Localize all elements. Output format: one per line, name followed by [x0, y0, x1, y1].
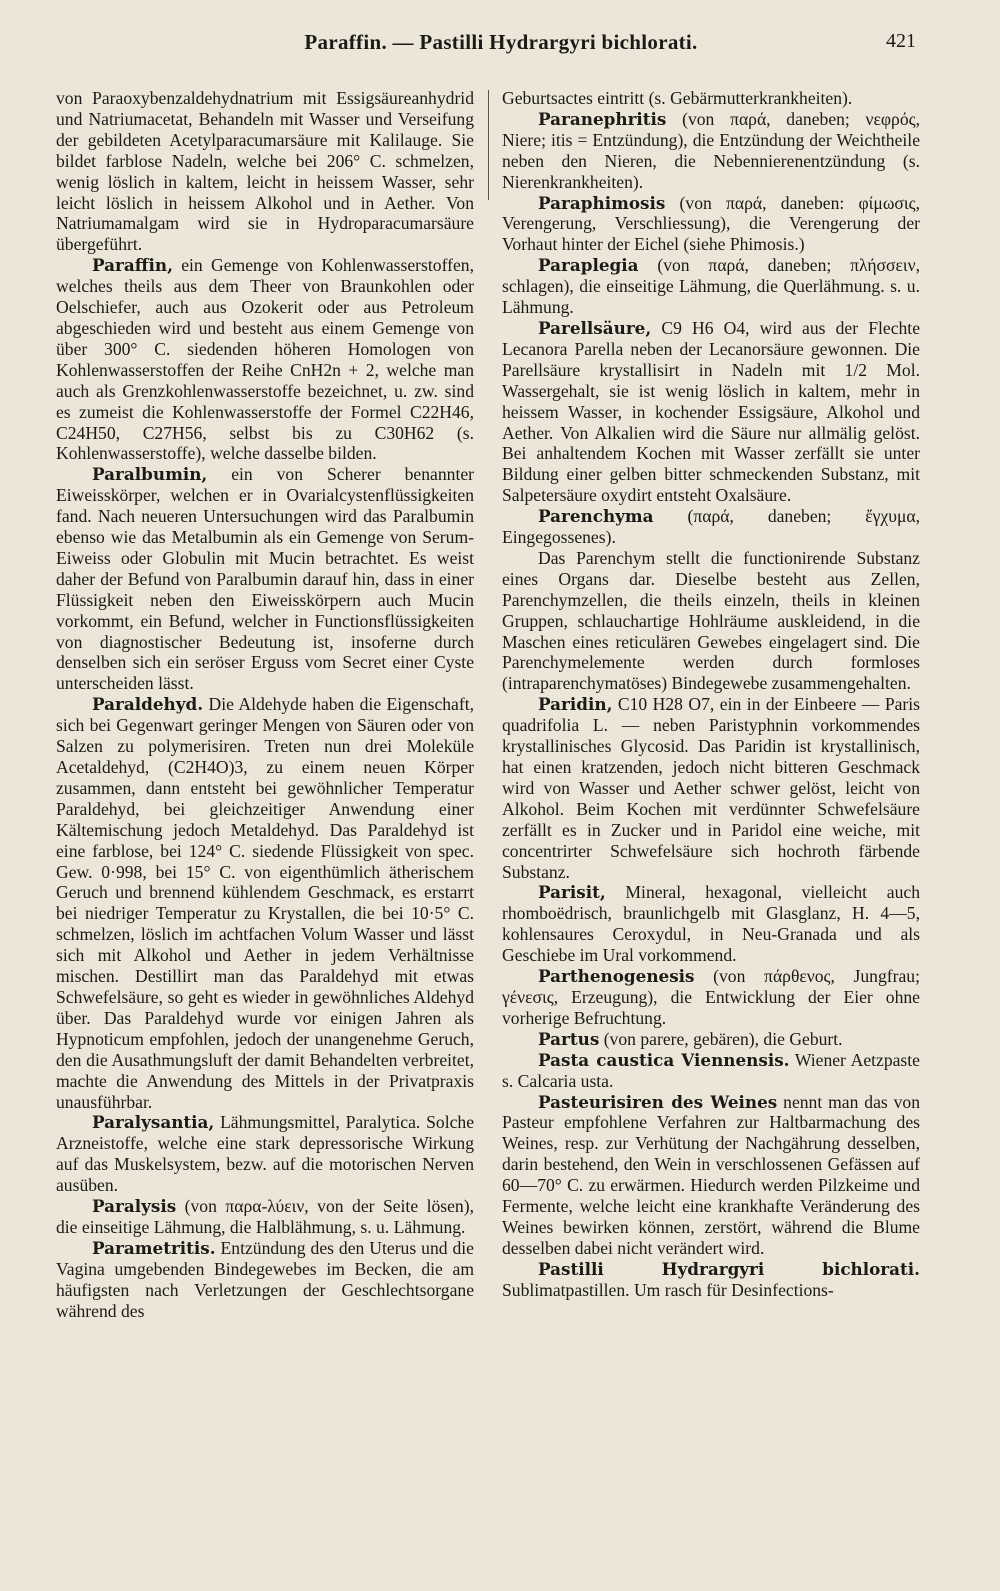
dictionary-entry — [502, 193, 920, 256]
right-column — [502, 88, 920, 1301]
entry-text: C9 H6 O4, wird aus der Flechte Lecanora Parella neben der Lecanorsäure gewonnen. Die Parellsäure krystallisirt in Nadeln mit 1/2 Mol. Wassergehalt, sie ist wenig löslich in kaltem, mehr in heissem Wasser, in kochender Essigsäure, Alkohol und Aether. Von Alkalien wird die Säure nur allmälig gelöst. Bei anhaltendem Kochen mit Wasser zerfällt sie unter Bildung einer gelben bitter schmeckenden Substanz, mit Salpetersäure oxydirt entsteht Oxalsäure. — [502, 317, 921, 506]
entry-term: Pasteurisiren des Weines — [538, 1091, 778, 1112]
dictionary-entry — [502, 1029, 920, 1050]
entry-term: Pasta caustica Viennensis. — [538, 1049, 790, 1070]
entry-text: von Paraoxybenzaldehydnatrium mit Essigsäureanhydrid und Natriumacetat, Behandeln mit Wasser und Verseifung der gebildeten Acetylparacumarsäure mit Kalilauge. Sie bildet farblose Nadeln, welche bei 206° C. schmelzen, wenig löslich in kaltem, leicht in heissem Wasser, sehr leicht löslich in heissem Alkohol und in Aether. Von Natriumamalgam wird sie in Hydroparacumarsäure übergeführt. — [56, 88, 474, 255]
entry-text: Geburtsactes eintritt (s. Gebärmutterkrankheiten). — [502, 88, 853, 108]
dictionary-entry — [502, 1259, 920, 1301]
entry-text: Entzündung des den Uterus und die Vagina umgebenden Bindegewebes im Becken, die am häufigsten nach Verletzungen der Geschlechtsorgane während des — [56, 1237, 474, 1321]
column-rule — [488, 90, 489, 200]
entry-term: Paridin, — [538, 694, 613, 715]
dictionary-entry — [502, 88, 920, 109]
entry-term: Parellsäure, — [538, 317, 652, 338]
entry-text: Lähmungsmittel, Paralytica. Solche Arzneistoffe, welche eine stark depressorische Wirkung auf das Muskelsystem, bezw. auf die motorischen Nerven ausüben. — [56, 1112, 475, 1196]
entry-text: Das Parenchym stellt die functionirende Substanz eines Organs dar. Dieselbe besteht aus Zellen, Parenchymzellen, die theils einzeln, theils in kleinen Gruppen, schlauchartige Hohlräume auskleidend, in die Maschen eines reticulären Gewebes eingelagert sind. Die Parenchymelemente werden durch formloses (intraparenchymatöses) Bindegewebe zusammengehalten. — [502, 547, 920, 694]
dictionary-entry — [56, 88, 474, 255]
entry-term: Pastilli Hydrargyri bichlorati. — [538, 1258, 920, 1279]
page-header — [86, 30, 916, 60]
entry-term: Paralysantia, — [92, 1112, 215, 1133]
dictionary-entry — [56, 1112, 474, 1196]
dictionary-entry — [502, 966, 920, 1029]
entry-term: Partus — [538, 1028, 600, 1049]
entry-text: C10 H28 O7, ein in der Einbeere — Paris quadrifolia L. — neben Paristyphnin vorkommendes krystallinisches Glycosid. Das Paridin ist krystallinisch, hat einen kratzenden, jedoch nicht bitteren Geschmack wird von Wasser und Aether schwer gelöst, leicht von Alkohol. Beim Kochen mit verdünnter Schwefelsäure zerfällt es in Zucker und in Paridol eine weiche, mit concentrirter Schwefelsäure sich hochroth färbende Substanz. — [502, 694, 921, 882]
entry-term: Parametritis. — [92, 1237, 216, 1258]
entry-term: Paranephritis — [538, 108, 667, 129]
entry-text: (von παρά, daneben; πλήσσειν, schlagen), die einseitige Lähmung, die Querlähmung. s. u. Lähmung. — [502, 255, 920, 318]
entry-text: Die Aldehyde haben die Eigenschaft, sich bei Gegenwart geringer Mengen von Säuren oder von Salzen zu polymerisiren. Treten nun drei Moleküle Acetaldehyd, (C2H4O)3, zu einem neuen Körper zusammen, dann entsteht bei gewöhnlicher Temperatur Paraldehyd, bei gleichzeitiger Anwendung einer Kältemischung jedoch Metaldehyd. Das Paraldehyd ist eine farblose, bei 124° C. siedende Flüssigkeit von spec. Gew. 0·998, bei 15° C. von eigenthümlich ätherischem Geruch und brennend kühlendem Geschmack, es erstarrt bei niedriger Temperatur zu Krystallen, die bei 10·5° C. schmelzen, löslich im achtfachen Volum Wasser und lässt sich mit Alkohol und Aether in jedem Verhältnisse mischen. Destillirt man das Paraldehyd mit etwas Schwefelsäure, so geht es wieder in gewöhnliches Aldehyd über. Das Paraldehyd wurde vor einigen Jahren als Hypnoticum empfohlen, jedoch der unangenehme Geruch, den die Ausathmungsluft der damit Behandelten verbreitet, machte die Anwendung des Mittels in der Privatpraxis unausführbar. — [56, 694, 474, 1112]
entry-term: Parthenogenesis — [538, 966, 695, 987]
dictionary-entry — [56, 464, 474, 694]
dictionary-entry — [502, 694, 920, 882]
dictionary-entry — [56, 255, 474, 464]
dictionary-entry — [502, 882, 920, 966]
entry-text: (παρά, daneben; ἔγχυμα, Eingegossenes). — [502, 506, 920, 548]
entry-term: Paraplegia — [538, 255, 639, 276]
entry-text: Wiener Aetzpaste s. Calcaria usta. — [502, 1049, 920, 1091]
entry-term: Paraffin, — [92, 255, 173, 276]
entry-term: Parenchyma — [538, 506, 654, 527]
entry-text: (von παρά, daneben: φίμωσις, Verengerung, Verschliessung), die Verengerung der Vorhaut hinter der Eichel (siehe Phimosis.) — [502, 192, 920, 255]
dictionary-entry — [502, 548, 920, 694]
dictionary-entry — [502, 1050, 920, 1092]
dictionary-entry — [502, 318, 920, 506]
entry-text: nennt man das von Pasteur empfohlene Verfahren zur Haltbarmachung des Weines, resp. zur Verhütung der Nachgährung desselben, darin bestehend, den Wein in verschlossenen Gefässen auf 60—70° C. zu erwärmen. Hiedurch werden Pilzkeime und Fermente, welche leicht eine krankhafte Veränderung des Weines bewirken können, zerstört, während die Blume desselben dabei nicht verändert wird. — [502, 1091, 921, 1258]
dictionary-entry — [56, 1238, 474, 1322]
entry-text: (von πάρθενος, Jungfrau; γένεσις, Erzeugung), die Entwicklung der Eier ohne vorherige Befruchtung. — [502, 966, 920, 1028]
entry-text: (von παρά, daneben; νεφρός, Niere; itis = Entzündung), die Entzündung der Weichtheile neben den Nieren, die Nebennierenentzündung (s. Nierenkrankheiten). — [502, 108, 920, 192]
entry-term: Parisit, — [538, 882, 606, 903]
dictionary-entry — [502, 506, 920, 548]
dictionary-entry — [56, 694, 474, 1112]
entry-term: Paraphimosis — [538, 192, 666, 213]
dictionary-entry — [56, 1196, 474, 1238]
running-title: Paraffin. — Pastilli Hydrargyri bichlorati. — [304, 30, 698, 54]
entry-text: ein Gemenge von Kohlenwasserstoffen, welches theils aus dem Theer von Braunkohlen oder Oelschiefer, auch aus Ozokerit oder aus Petroleum abgeschieden wird und besteht aus einem Gemenge von über 300° C. siedenden höheren Homologen von Kohlenwasserstoffen der Reihe CnH2n + 2, welche man auch als Grenzkohlenwasserstoffe bezeichnet, u. zw. sind es zumeist die Kohlenwasserstoffe der Formel C22H46, C24H50, C27H56, selbst bis zu C30H62 (s. Kohlenwasserstoffe), welche dasselbe bilden. — [56, 255, 474, 464]
entry-text: Sublimatpastillen. Um rasch für Desinfections- — [502, 1279, 834, 1300]
entry-term: Paralbumin, — [92, 464, 208, 485]
left-column — [56, 88, 474, 1321]
dictionary-entry — [502, 1092, 920, 1259]
entry-text: ein von Scherer benannter Eiweisskörper, welchen er in Ovarialcystenflüssigkeiten fand. Nach neueren Untersuchungen wird das Paralbumin ebenso wie das Metalbumin als ein Gemenge von Serum-Eiweiss oder Globulin mit Mucin betrachtet. Es weist daher der Befund von Paralbumin darauf hin, dass in einer Flüssigkeit neben den Eiweisskörpern auch Mucin vorkommt, ein Befund, welcher in Functionsflüssigkeiten von diagnostischer Bedeutung ist, insoferne durch denselben sich ein seröser Erguss vom Secret einer Cyste unterscheiden lässt. — [56, 464, 474, 694]
dictionary-entry — [502, 255, 920, 318]
entry-text: (von παρα-λύειν, von der Seite lösen), die einseitige Lähmung, die Halblähmung, s. u. Lähmung. — [56, 1196, 474, 1237]
entry-text: (von parere, gebären), die Geburt. — [603, 1028, 843, 1049]
entry-term: Paralysis — [92, 1196, 177, 1217]
entry-text: Mineral, hexagonal, vielleicht auch rhomboëdrisch, braunlichgelb mit Glasglanz, H. 4—5, kohlensaures Ceroxydul, in Neu-Granada und als Geschiebe im Ural vorkommend. — [502, 882, 920, 966]
dictionary-entry — [502, 109, 920, 193]
page-number: 421 — [886, 30, 916, 52]
entry-term: Paraldehyd. — [92, 694, 204, 715]
